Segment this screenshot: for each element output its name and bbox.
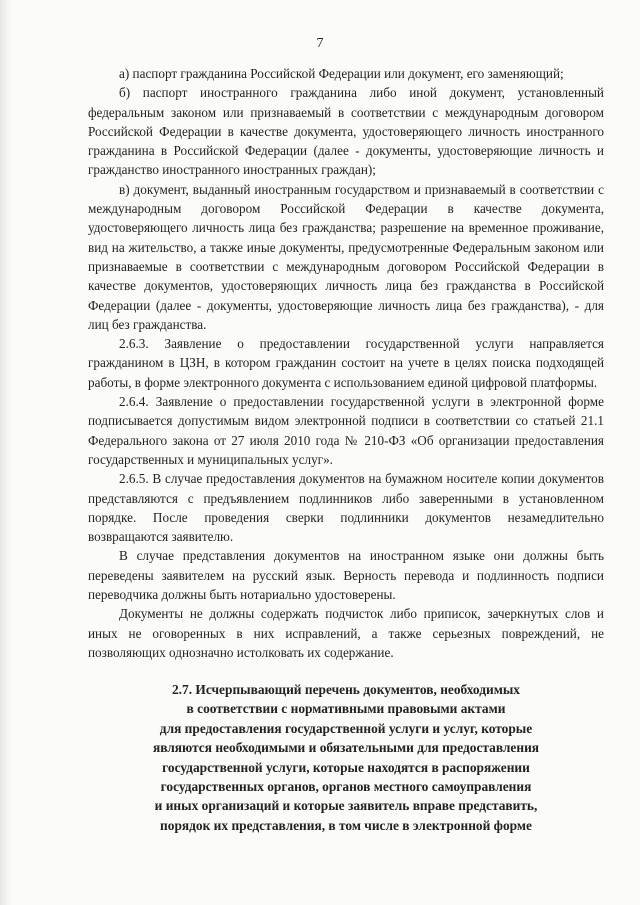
paragraph-corrections: Документы не должны содержать подчисток либо приписок, зачеркнутых слов и иных не оговоренных в них исправлений, а также серьезных повреждений, не позволяющих однозначно истолковать их содержание. bbox=[88, 606, 604, 660]
paragraph-2-6-3: 2.6.3. Заявление о предоставлении государственной услуги направляется гражданином в ЦЗН, в котором гражданин состоит на учете в целях поиска подходящей работы, в форме электронного документа с использованием единой цифровой платформы. bbox=[88, 336, 604, 390]
heading-line: в соответствии с нормативными правовыми актами bbox=[186, 701, 506, 717]
section-heading-2-7 bbox=[88, 680, 604, 835]
paragraph-b: б) паспорт иностранного гражданина либо иной документ, установленный федеральным законом или признаваемый в соответствии с международным договором Российской Федерации в качестве документа, удостоверяющего личность иностранного гражданина в Российской Федерации (далее - документы, удостоверяющие личность и гражданство иностранного иностранных граждан); bbox=[88, 85, 604, 178]
document-body bbox=[88, 64, 604, 662]
heading-line: порядок их представления, в том числе в электронной форме bbox=[160, 817, 532, 833]
paragraph-a: а) паспорт гражданина Российской Федерации или документ, его заменяющий; bbox=[119, 66, 564, 81]
heading-line: и иных организаций и которые заявитель вправе представить, bbox=[154, 798, 538, 814]
heading-line: 2.7. Исчерпывающий перечень документов, необходимых bbox=[171, 682, 520, 697]
heading-line: для предоставления государственной услуги и услуг, которые bbox=[159, 720, 533, 736]
scan-margin-shadow bbox=[0, 0, 12, 905]
heading-line: являются необходимыми и обязательными для предоставления bbox=[152, 740, 540, 756]
heading-line: государственных органов, органов местного самоуправления bbox=[160, 779, 532, 795]
page-number: 7 bbox=[316, 36, 324, 51]
paragraph-translation: В случае представления документов на иностранном языке они должны быть переведены заявителем на русский язык. Верность перевода и подлинность подписи переводчика должны быть нотариально удостоверены. bbox=[88, 548, 604, 603]
heading-line: государственной услуги, которые находятся в распоряжении bbox=[162, 759, 530, 775]
paragraph-2-6-5: 2.6.5. В случае предоставления документов на бумажном носителе копии документов представляются с предъявлением подлинников либо заверенными в установленном порядке. После проведения сверки подлинники документов незамедлительно возвращаются заявителю. bbox=[88, 471, 604, 545]
paragraph-v: в) документ, выданный иностранным государством и признаваемый в соответствии с международным договором Российской Федерации в качестве документа, удостоверяющего личность лица без гражданства; разрешение на временное проживание, вид на жительство, а также иные документы, предусмотренные Федеральным законом или признаваемые в соответствии с международным договором Российской Федерации в качестве документов, удостоверяющих личность лица без гражданства в Российской Федерации (далее - документы, удостоверяющие личность лица без гражданства), - для лиц без гражданства. bbox=[88, 181, 604, 332]
paragraph-2-6-4: 2.6.4. Заявление о предоставлении государственной услуги в электронной форме подписывается допустимым видом электронной подписи в соответствии со статьей 21.1 Федерального закона от 27 июля 2010 года № 210-ФЗ «Об организации предоставления государственных и муниципальных услуг». bbox=[88, 394, 604, 467]
